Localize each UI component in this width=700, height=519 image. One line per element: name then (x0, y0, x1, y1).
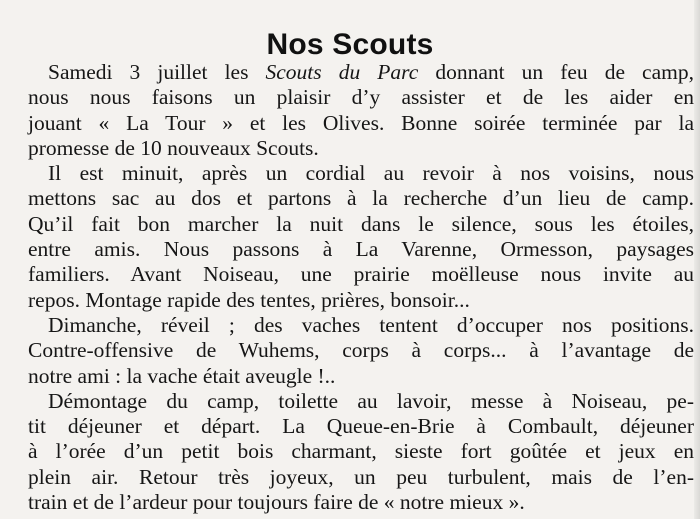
article-line (28, 85, 694, 110)
text-run: Qu’il fait bon marcher la nuit dans le silence, sous les étoiles, (28, 211, 694, 236)
article-title: Nos Scouts (266, 28, 434, 62)
article-line (28, 465, 694, 490)
article-line (28, 262, 694, 287)
text-run: Contre-offensive de Wuhems, corps à corps... à l’avantage de (28, 338, 694, 363)
text-run: Dimanche, réveil ; des vaches tentent d’occuper nos positions. (48, 312, 694, 337)
article-line (28, 237, 694, 262)
text-run: tit déjeuner et départ. La Queue-en-Brie à Combault, déjeuner (28, 414, 694, 439)
text-run: plein air. Retour très joyeux, un peu turbulent, mais de l’en- (28, 464, 694, 489)
article-line (28, 161, 694, 186)
text-run: promesse de 10 nouveaux Scouts. (28, 135, 319, 160)
text-run: à l’orée d’un petit bois charmant, sieste fort goûtée et jeux en (28, 439, 694, 464)
article-line (28, 136, 694, 161)
article-line (28, 364, 694, 389)
text-run: Il est minuit, après un cordial au revoir à nos voisins, nous (48, 161, 694, 186)
text-run: entre amis. Nous passons à La Varenne, Ormesson, paysages (28, 237, 694, 262)
article-line (28, 414, 694, 439)
page-edge (694, 0, 700, 519)
text-run: mettons sac au dos et partons à la recherche d’un lieu de camp. (28, 186, 694, 211)
text-run: Samedi 3 juillet les (48, 60, 266, 84)
text-run: train et de l’ardeur pour toujours faire de « notre mieux ». (28, 490, 525, 515)
text-run: nous nous faisons un plaisir d’y assister et de les aider en (28, 85, 694, 110)
article-line (28, 212, 694, 237)
text-run: familiers. Avant Noiseau, une prairie moëlleuse nous invite au (28, 262, 694, 287)
article-line (28, 288, 694, 313)
article-line (28, 338, 694, 363)
text-run: repos. Montage rapide des tentes, prières, bonsoir... (28, 287, 470, 312)
text-run: Démontage du camp, toilette au lavoir, messe à Noiseau, pe- (48, 388, 694, 413)
article-line (28, 389, 694, 414)
text-run: notre ami : la vache était aveugle !.. (28, 363, 336, 388)
article-line (28, 111, 694, 136)
article-body (28, 60, 694, 515)
article-line (28, 439, 694, 464)
article-line (28, 60, 694, 85)
article-line (28, 490, 694, 515)
article-line (28, 313, 694, 338)
italic-text: Scouts du Parc (265, 60, 419, 84)
text-run: jouant « La Tour » et les Olives. Bonne soirée terminée par la (28, 110, 694, 135)
text-run: donnant un feu de camp, (418, 60, 694, 84)
article-line (28, 186, 694, 211)
